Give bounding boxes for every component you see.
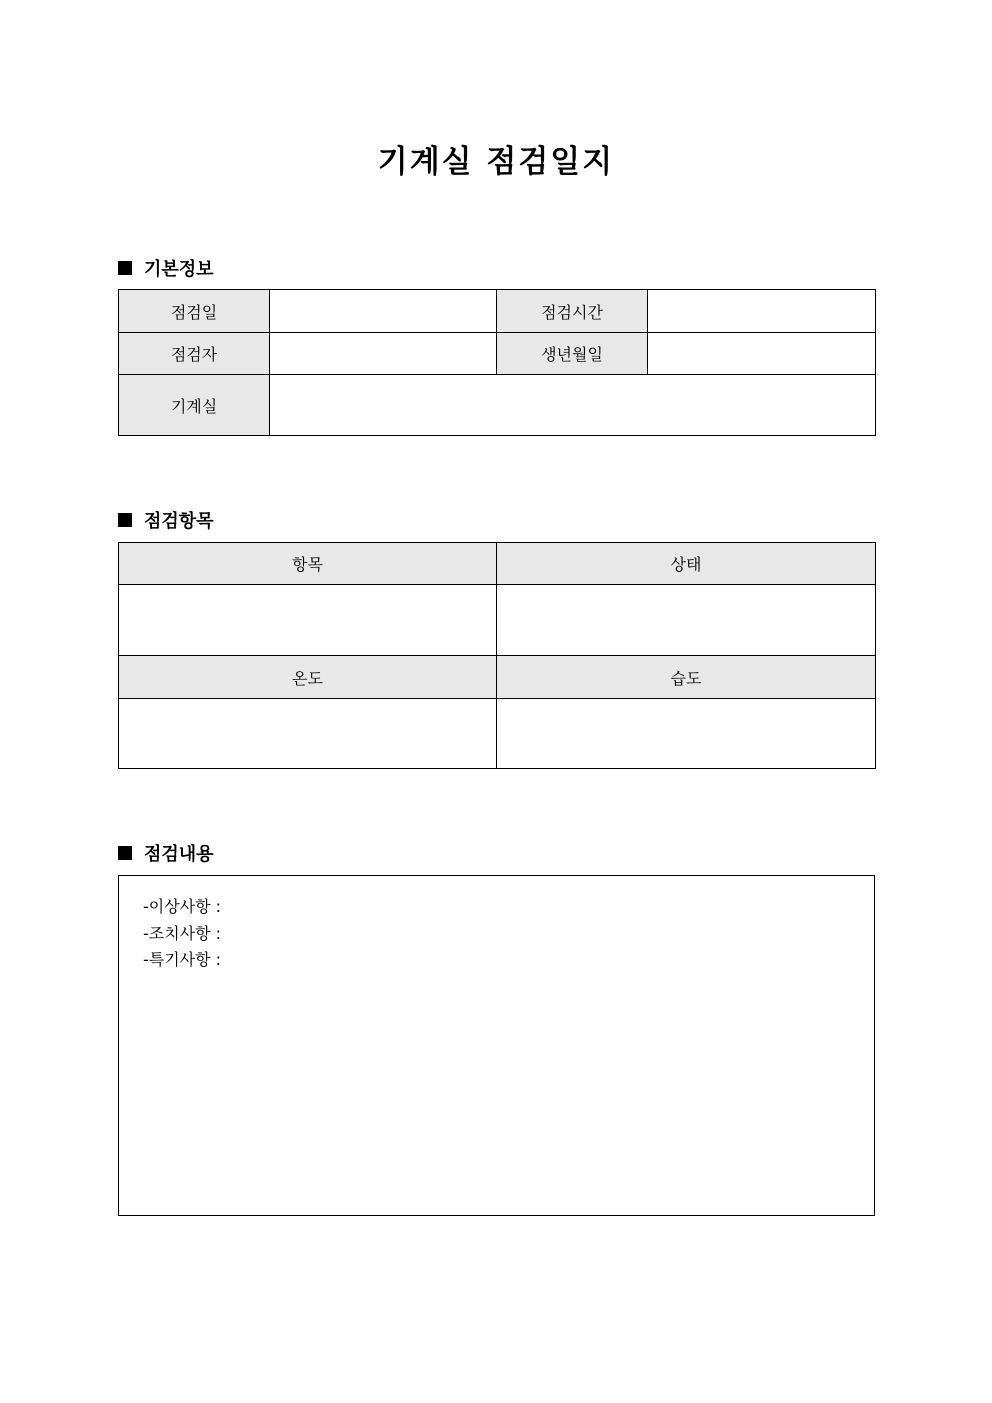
field-room[interactable] [270,375,876,436]
field-status[interactable] [497,585,876,656]
document-title: 기계실 점검일지 [377,144,615,180]
header-temperature: 온도 [119,656,497,699]
field-inspector[interactable] [270,333,497,375]
label-date: 점검일 [119,290,270,333]
label-time: 점검시간 [497,290,648,333]
line-abnormal: -이상사항 : [143,897,222,916]
square-bullet-icon [118,261,132,275]
field-humidity[interactable] [497,699,876,769]
section-basic-label: 기본정보 [144,259,214,280]
inspection-content-box[interactable] [118,875,875,1216]
field-temperature[interactable] [119,699,497,769]
line-remarks: -특기사항 : [143,950,222,969]
field-date[interactable] [270,290,497,333]
section-content-heading [118,840,214,866]
square-bullet-icon [118,846,132,860]
section-items-label: 점검항목 [144,511,214,532]
section-basic-heading [118,255,214,281]
square-bullet-icon [118,513,132,527]
line-action: -조치사항 : [143,923,222,943]
inspection-items-table [118,542,876,769]
header-item: 항목 [119,543,497,585]
section-items-heading [118,507,214,533]
header-humidity: 습도 [497,656,876,699]
header-status: 상태 [497,543,876,585]
field-item[interactable] [119,585,497,656]
label-inspector: 점검자 [119,333,270,375]
basic-info-table [118,289,876,436]
label-birthdate: 생년월일 [497,333,648,375]
section-content-label: 점검내용 [144,844,214,865]
label-room: 기계실 [119,375,270,436]
field-birthdate[interactable] [648,333,876,375]
field-time[interactable] [648,290,876,333]
